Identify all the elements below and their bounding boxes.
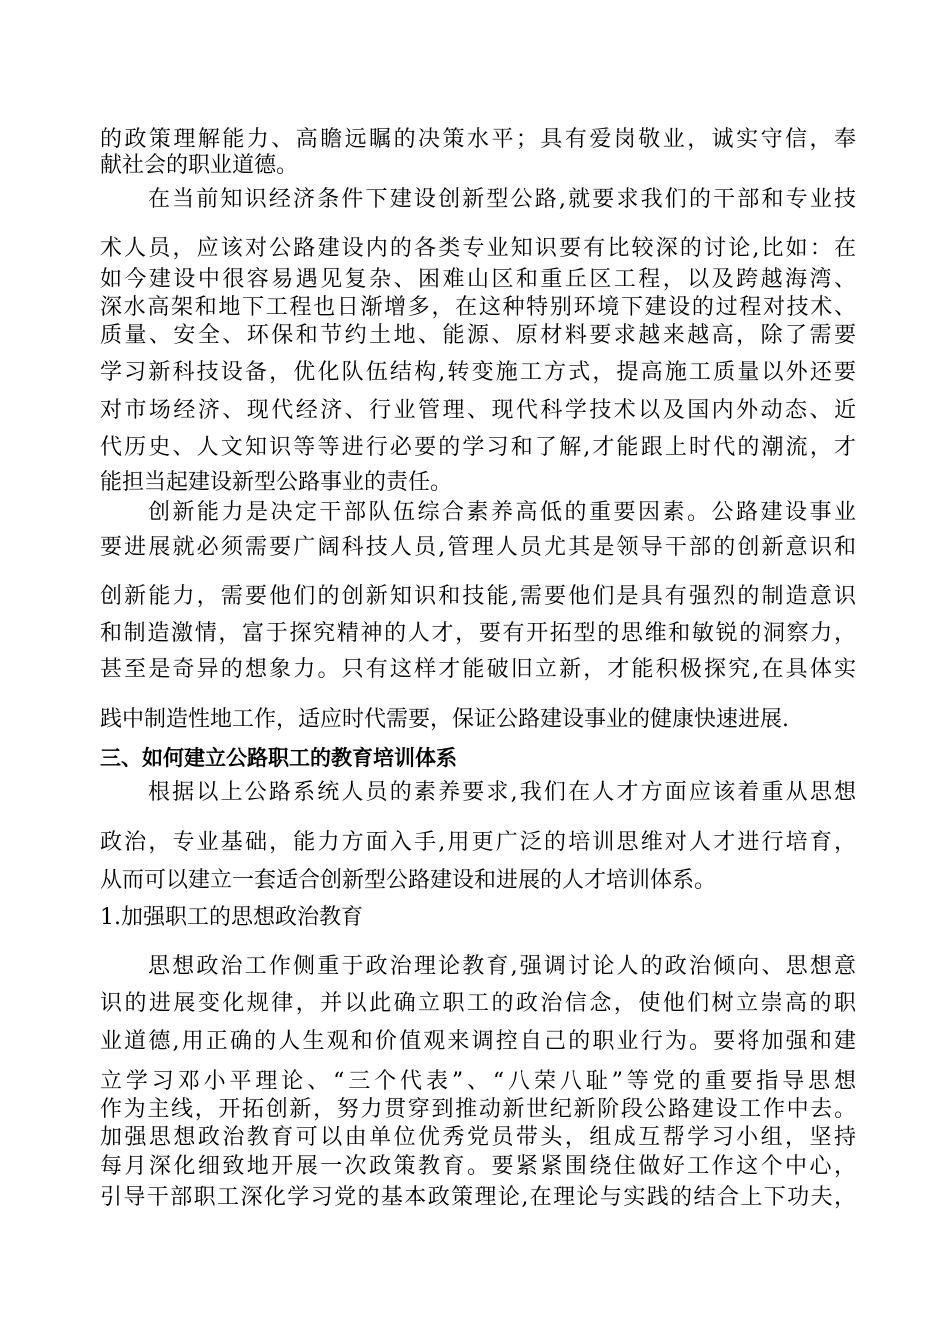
paragraph-line: 能担当起建设新型公路事业的责任。 — [100, 470, 453, 495]
paragraph-line: 根据以上公路系统人员的素养要求,我们在人才方面应该着重从思想 — [148, 780, 856, 805]
paragraph-line: 作为主线，开拓创新，努力贯穿到推动新世纪新阶段公路建设工作中去。 — [100, 1097, 856, 1122]
paragraph-line: 业道德,用正确的人生观和价值观来调控自己的职业行为。要将加强和建 — [100, 1029, 856, 1054]
paragraph-line: 对市场经济、现代经济、行业管理、现代科学技术以及国内外动态、近 — [100, 398, 856, 423]
paragraph-line: 的政策理解能力、高瞻远瞩的决策水平；具有爱岗敬业，诚实守信，奉 — [100, 127, 856, 152]
paragraph-line: 代历史、人文知识等等进行必要的学习和了解,才能跟上时代的潮流，才 — [100, 435, 856, 460]
paragraph-line: 践中制造性地工作，适应时代需要，保证公路建设事业的健康快速进展. — [100, 707, 789, 732]
paragraph-line: 思想政治工作侧重于政治理论教育,强调讨论人的政治倾向、思想意 — [148, 954, 856, 979]
section-heading: 三、如何建立公路职工的教育培训体系 — [100, 746, 457, 770]
paragraph-line: 和制造激情，富于探究精神的人才，要有开拓型的思维和敏锐的洞察力， — [100, 621, 856, 646]
paragraph-line: 加强思想政治教育可以由单位优秀党员带头，组成互帮学习小组，坚持 — [100, 1125, 856, 1150]
paragraph-line: 从而可以建立一套适合创新型公路建设和进展的人才培训体系。 — [100, 868, 717, 893]
paragraph-line: 识的进展变化规律，并以此确立职工的政治信念，使他们树立崇高的职 — [100, 991, 856, 1016]
paragraph-line: 如今建设中很容易遇见复杂、困难山区和重丘区工程，以及跨越海湾、 — [100, 267, 856, 292]
paragraph-line: 创新能力，需要他们的创新知识和技能,需要他们是具有强烈的制造意识 — [100, 584, 856, 609]
paragraph-line: 甚至是奇异的想象力。只有这样才能破旧立新，才能积极探究,在具体实 — [100, 657, 856, 682]
paragraph-line: 立学习邓小平理论、“三个代表”、“八荣八耻”等党的重要指导思想 — [100, 1069, 856, 1094]
paragraph-line: 深水高架和地下工程也日渐增多，在这种特别环境下建设的过程对技术、 — [100, 295, 856, 320]
paragraph-line: 创新能力是决定干部队伍综合素养高低的重要因素。公路建设事业 — [148, 500, 856, 525]
paragraph-line: 要进展就必须需要广阔科技人员,管理人员尤其是领导干部的创新意识和 — [100, 535, 856, 560]
paragraph-line: 政治，专业基础，能力方面入手,用更广泛的培训思维对人才进行培育， — [100, 830, 856, 855]
subsection-heading: 1.加强职工的思想政治教育 — [100, 905, 363, 930]
paragraph-line: 术人员，应该对公路建设内的各类专业知识要有比较深的讨论,比如：在 — [100, 236, 856, 261]
paragraph-line: 每月深化细致地开展一次政策教育。要紧紧围绕住做好工作这个中心， — [100, 1154, 856, 1179]
paragraph-line: 献社会的职业道德。 — [100, 153, 299, 178]
paragraph-line: 质量、安全、环保和节约土地、能源、原材料要求越来越高，除了需要 — [100, 323, 856, 348]
paragraph-line: 学习新科技设备，优化队伍结构,转变施工方式，提高施工质量以外还要 — [100, 360, 856, 385]
paragraph-line: 在当前知识经济条件下建设创新型公路,就要求我们的干部和专业技 — [148, 187, 856, 212]
paragraph-line: 引导干部职工深化学习党的基本政策理论,在理论与实践的结合上下功夫， — [100, 1185, 856, 1210]
